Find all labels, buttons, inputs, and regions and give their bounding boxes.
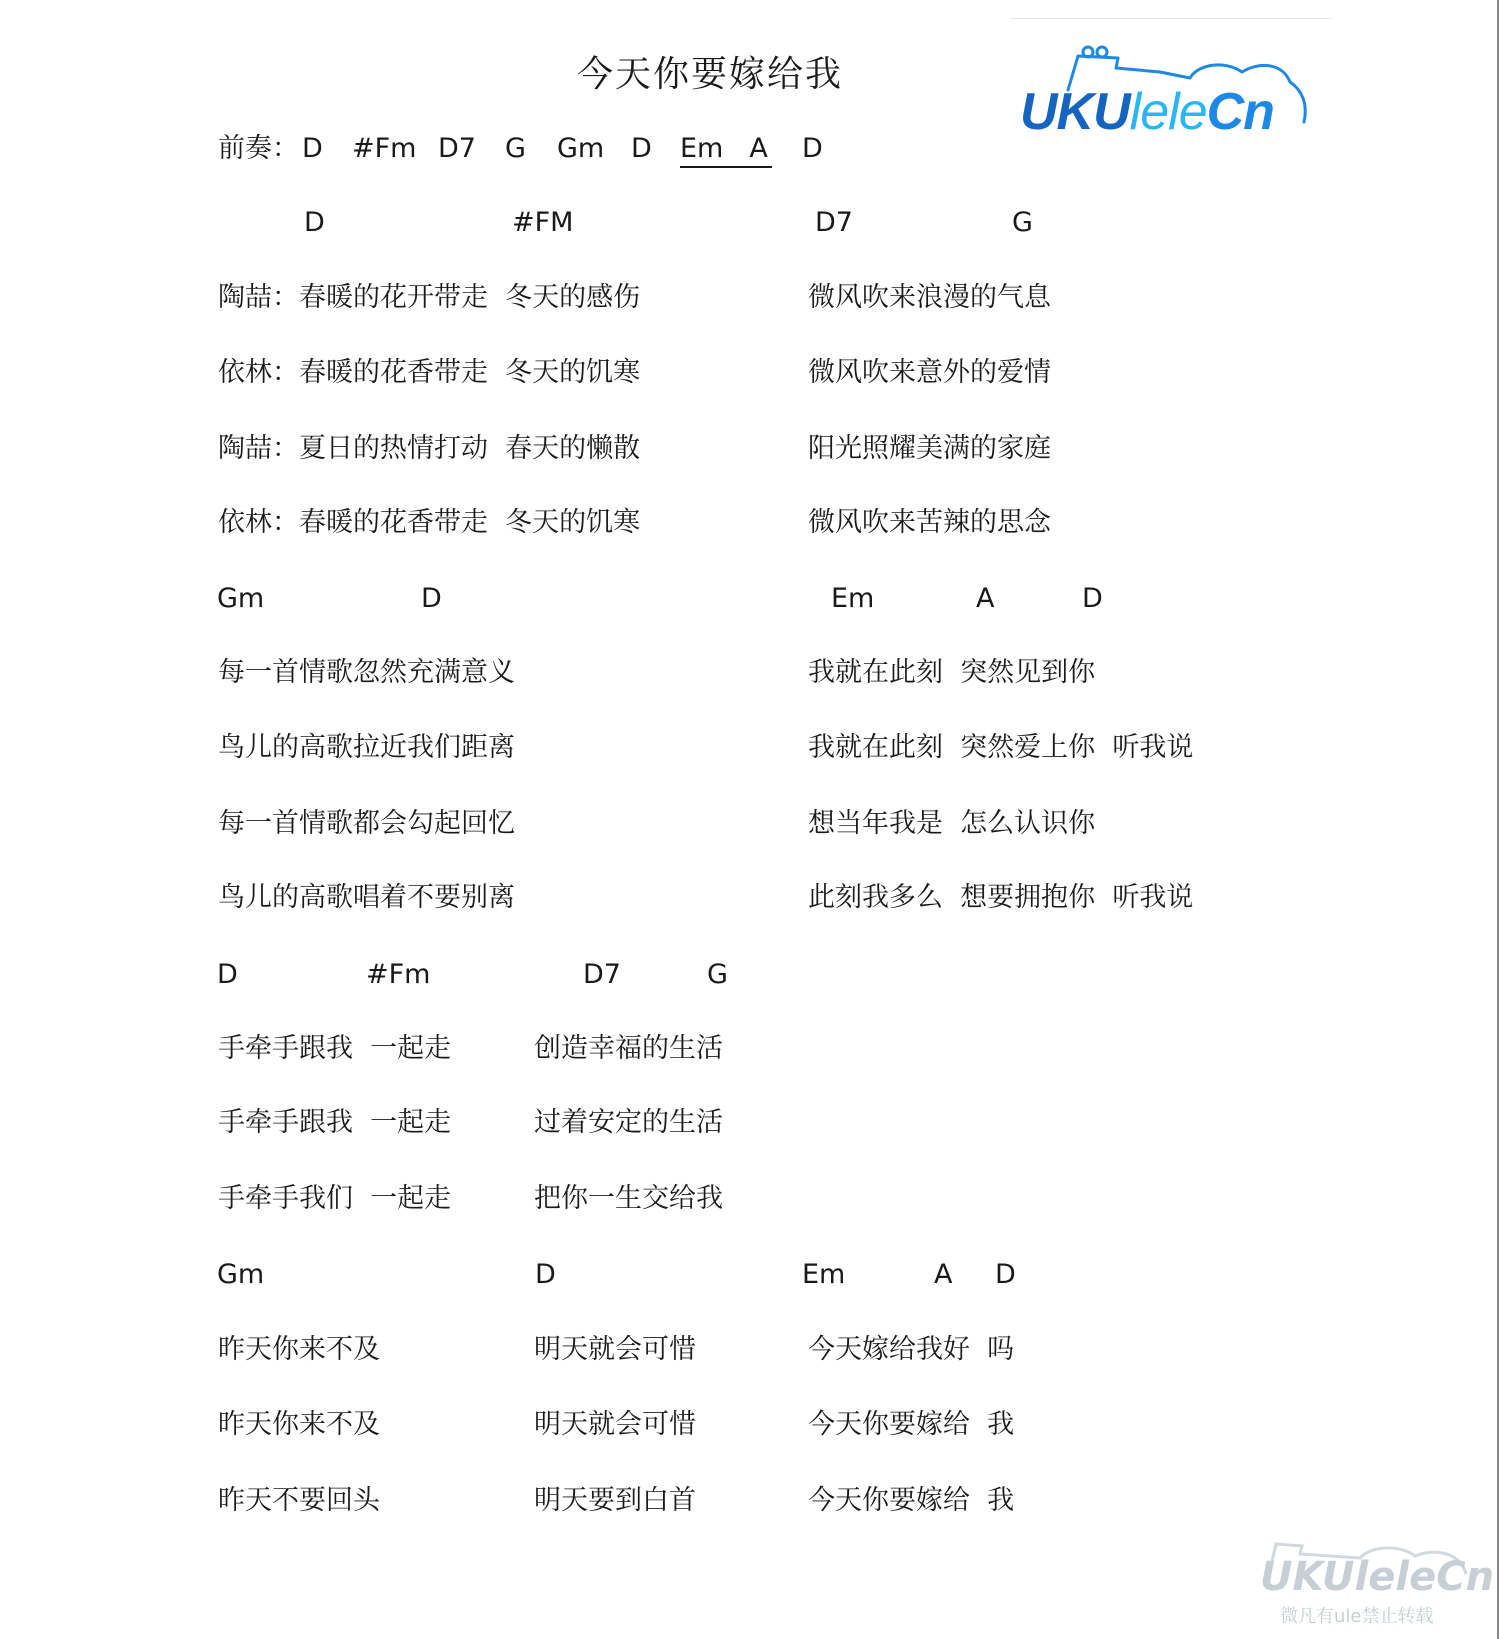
- chord: D: [995, 1259, 1016, 1290]
- lyric-line: 我就在此刻 突然爱上你 听我说: [808, 732, 1194, 763]
- intro-chord: D: [302, 133, 323, 164]
- chord: D: [535, 1259, 556, 1290]
- intro-chord: D: [631, 133, 652, 164]
- lyric-line: 陶喆：春暖的花开带走 冬天的感伤: [218, 282, 641, 313]
- intro-chord: G: [505, 133, 526, 164]
- intro-chord: Gm: [557, 133, 605, 164]
- lyric-line: 每一首情歌都会勾起回忆: [218, 808, 515, 839]
- chord: D: [1082, 583, 1103, 614]
- chord: Gm: [217, 1259, 265, 1290]
- lyric-line: 昨天你来不及: [218, 1334, 380, 1365]
- watermark-text: UKUleleCn: [1260, 1554, 1495, 1600]
- intro-chord: #Fm: [352, 133, 417, 164]
- lyric-line: 微风吹来意外的爱情: [808, 357, 1051, 388]
- lyric-line: 此刻我多么 想要拥抱你 听我说: [808, 882, 1194, 913]
- watermark-subtext: 微凡有ule禁止转载: [1280, 1606, 1434, 1627]
- chord: Em: [831, 583, 875, 614]
- lyric-line: 今天你要嫁给 我: [808, 1485, 1015, 1516]
- header-rule: [1010, 18, 1332, 19]
- chord: Gm: [217, 583, 265, 614]
- lyric-line: 鸟儿的高歌拉近我们距离: [218, 732, 515, 763]
- lyric-line: 手牵手跟我 一起走: [218, 1107, 452, 1138]
- lyric-line: 我就在此刻 突然见到你: [808, 657, 1096, 688]
- chord: A: [934, 1259, 953, 1290]
- chord: G: [707, 959, 728, 990]
- lyric-line: 手牵手跟我 一起走: [218, 1033, 452, 1064]
- lyric-line: 把你一生交给我: [534, 1183, 723, 1214]
- chord: #FM: [512, 207, 574, 238]
- chord: D: [304, 207, 325, 238]
- lyric-line: 微风吹来苦辣的思念: [808, 507, 1051, 538]
- lyric-line: 今天嫁给我好 吗: [808, 1334, 1015, 1365]
- chord: D: [217, 959, 238, 990]
- intro-underlined-chords: Em A: [680, 132, 772, 168]
- lyric-line: 创造幸福的生活: [534, 1033, 723, 1064]
- logo-wordmark: UKUleleCn: [1020, 83, 1274, 141]
- lyric-line: 今天你要嫁给 我: [808, 1409, 1015, 1440]
- lyric-line: 陶喆：夏日的热情打动 春天的懒散: [218, 433, 641, 464]
- lyric-line: 依林：春暖的花香带走 冬天的饥寒: [218, 507, 641, 538]
- lyric-line: 明天就会可惜: [534, 1409, 696, 1440]
- lyric-line: 想当年我是 怎么认识你: [808, 808, 1096, 839]
- lyric-line: 鸟儿的高歌唱着不要别离: [218, 882, 515, 913]
- chord: D: [421, 583, 442, 614]
- chord: Em: [802, 1259, 846, 1290]
- page-edge: [1497, 0, 1499, 1639]
- lyric-line: 昨天你来不及: [218, 1409, 380, 1440]
- lyric-line: 明天就会可惜: [534, 1334, 696, 1365]
- watermark: [1250, 1530, 1495, 1630]
- intro-chord: D: [802, 133, 823, 164]
- intro-chord: D7: [438, 133, 476, 164]
- chord: D7: [815, 207, 853, 238]
- lyric-line: 依林：春暖的花香带走 冬天的饥寒: [218, 357, 641, 388]
- chord: D7: [583, 959, 621, 990]
- intro-label: 前奏：: [218, 133, 299, 164]
- chord: G: [1012, 207, 1033, 238]
- site-logo: [1020, 42, 1340, 142]
- lyric-line: 阳光照耀美满的家庭: [808, 433, 1051, 464]
- song-title: 今天你要嫁给我: [576, 54, 843, 95]
- lyric-line: 微风吹来浪漫的气息: [808, 282, 1051, 313]
- lyric-line: 明天要到白首: [534, 1485, 696, 1516]
- lyric-line: 每一首情歌忽然充满意义: [218, 657, 515, 688]
- chord: #Fm: [366, 959, 431, 990]
- lyric-line: 手牵手我们 一起走: [218, 1183, 452, 1214]
- lyric-line: 昨天不要回头: [218, 1485, 380, 1516]
- lyric-line: 过着安定的生活: [534, 1107, 723, 1138]
- chord: A: [976, 583, 995, 614]
